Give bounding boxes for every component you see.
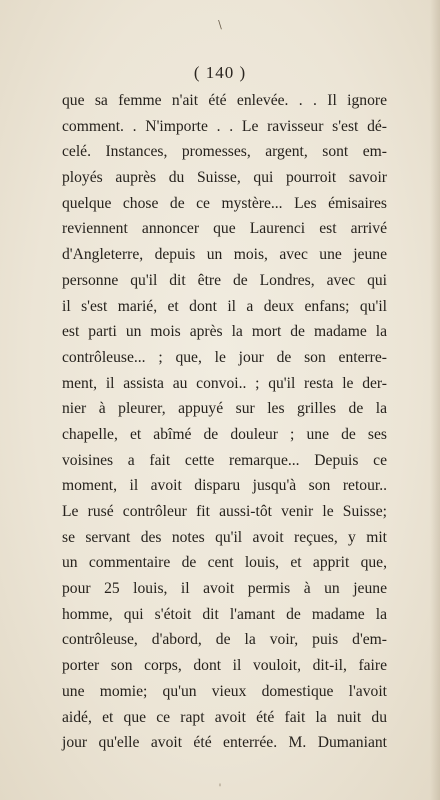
- text-line: que sa femme n'ait été enlevée. . . Il ignore: [62, 92, 387, 109]
- page-edge-shadow: [430, 0, 440, 800]
- text-line: contrôleuse... ; que, le jour de son enterre-: [62, 348, 387, 366]
- text-line: personne qu'il dit être de Londres, avec qui: [62, 271, 387, 289]
- text-line: un commentaire de cent louis, et apprit que,: [62, 554, 387, 572]
- text-line: porter son corps, dont il vouloit, dit-il, faire: [62, 657, 387, 675]
- text-line: une momie; qu'un vieux domestique l'avoit: [62, 682, 387, 700]
- text-line: celé. Instances, promesses, argent, sont em-: [62, 143, 387, 161]
- text-line: d'Angleterre, depuis un mois, avec une jeune: [62, 246, 387, 264]
- page-number: ( 140 ): [193, 63, 247, 82]
- top-margin-mark: \: [218, 18, 222, 31]
- text-line: jour qu'elle avoit été enterrée. M. Dumaniant: [62, 734, 387, 752]
- text-line: contrôleuse, d'abord, de la voir, puis d'em-: [62, 631, 387, 649]
- text-line: reviennent annoncer que Laurenci est arrivé: [62, 220, 387, 238]
- text-line: pour 25 louis, il avoit permis à un jeune: [62, 580, 387, 598]
- text-line: est parti un mois après la mort de madame la: [62, 323, 387, 341]
- text-line: quelque chose de ce mystère... Les émisaires: [62, 194, 387, 212]
- text-line: ment, il assista au convoi.. ; qu'il resta le der-: [62, 374, 387, 392]
- text-line: se servant des notes qu'il avoit reçues, y mit: [62, 528, 387, 546]
- text-line: ployés auprès du Suisse, qui pourroit savoir: [62, 169, 387, 187]
- text-line: comment. . N'importe . . Le ravisseur s'est dé-: [62, 117, 387, 135]
- text-line: voisines a fait cette remarque... Depuis ce: [62, 451, 387, 469]
- text-line: nier à pleurer, appuyé sur les grilles de la: [62, 400, 387, 418]
- text-line: Le rusé contrôleur fit aussi-tôt venir le Suisse;: [62, 503, 387, 520]
- bottom-margin-mark: ': [218, 783, 222, 794]
- text-line: moment, il avoit disparu jusqu'à son retour..: [62, 477, 387, 495]
- text-line: il s'est marié, et dont il a deux enfans; qu'il: [62, 297, 387, 315]
- text-line: chapelle, et abîmé de douleur ; une de ses: [62, 425, 387, 443]
- text-line: homme, qui s'étoit dit l'amant de madame la: [62, 605, 387, 623]
- body-text: [62, 88, 387, 756]
- text-line: aidé, et que ce rapt avoit été fait la nuit du: [62, 708, 387, 726]
